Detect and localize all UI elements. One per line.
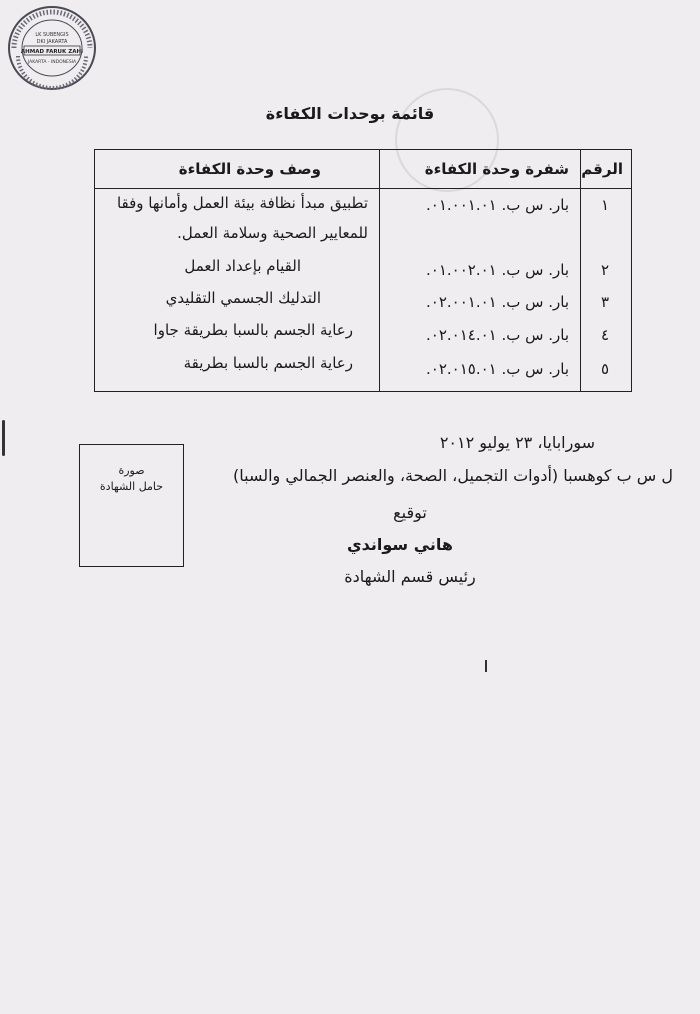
scan-speck	[485, 660, 487, 672]
row-2-desc: القيام بإعداد العمل	[184, 257, 301, 275]
row-2-code: بار. س ب. ٠١.٠٠٢.٠١.	[426, 261, 569, 279]
row-1-desc-line-2: للمعايير الصحية وسلامة العمل.	[177, 224, 368, 242]
row-3-number: ٣	[600, 293, 609, 311]
scan-mark	[2, 420, 5, 456]
row-3-desc: التدليك الجسمي التقليدي	[165, 289, 321, 307]
header-number: الرقم	[581, 160, 623, 178]
signatory-position: رئيس قسم الشهادة	[344, 567, 476, 586]
photo-caption-line-1: صورة	[118, 464, 145, 477]
row-2-number: ٢	[600, 261, 609, 279]
place-date: سورابايا، ٢٣ يوليو ٢٠١٢	[439, 433, 595, 452]
row-3-code: بار. س ب. ٠٢.٠٠١.٠١.	[426, 293, 569, 311]
page-title: قائمة بوحدات الكفاءة	[265, 104, 435, 123]
row-5-number: ٥	[600, 360, 609, 378]
header-code: شفرة وحدة الكفاءة	[424, 160, 569, 178]
photo-caption-line-2: حامل الشهادة	[99, 480, 164, 493]
stamp-line-1: LK SUBENGIS	[35, 32, 69, 38]
row-1-code: بار. س ب. ٠١.٠٠١.٠١.	[426, 196, 569, 214]
signatory-name: هاني سواندي	[346, 535, 454, 554]
header-description: وصف وحدة الكفاءة	[178, 160, 321, 178]
sign-label: توقيع	[393, 503, 427, 522]
stamp-line-2: DKI JAKARTA	[36, 39, 68, 45]
row-4-number: ٤	[600, 326, 609, 344]
row-5-code: بار. س ب. ٠٢.٠١٥.٠١.	[426, 360, 569, 378]
row-5-desc: رعاية الجسم بالسبا بطريقة	[183, 354, 353, 372]
header-divider	[95, 188, 631, 189]
organization-name: ل س ب كوهسبا (أدوات التجميل، الصحة، والعنصر الجمالي والسبا)	[233, 466, 673, 485]
row-4-code: بار. س ب. ٠٢.٠١٤.٠١.	[426, 326, 569, 344]
row-4-desc: رعاية الجسم بالسبا بطريقة جاوا	[153, 321, 353, 339]
row-1-desc-line-1: تطبيق مبدأ نظافة بيئة العمل وأمانها وفقا	[116, 194, 368, 212]
table-divider-2	[580, 150, 581, 391]
stamp-line-4: JAKARTA - INDONESIA	[27, 60, 77, 65]
competency-table	[94, 149, 632, 392]
official-stamp	[6, 4, 98, 92]
row-1-number: ١	[600, 196, 609, 214]
stamp-line-3: AHMAD FARUK ZAHI	[20, 49, 84, 55]
holder-photo-box	[79, 444, 184, 567]
table-divider-1	[379, 150, 380, 391]
